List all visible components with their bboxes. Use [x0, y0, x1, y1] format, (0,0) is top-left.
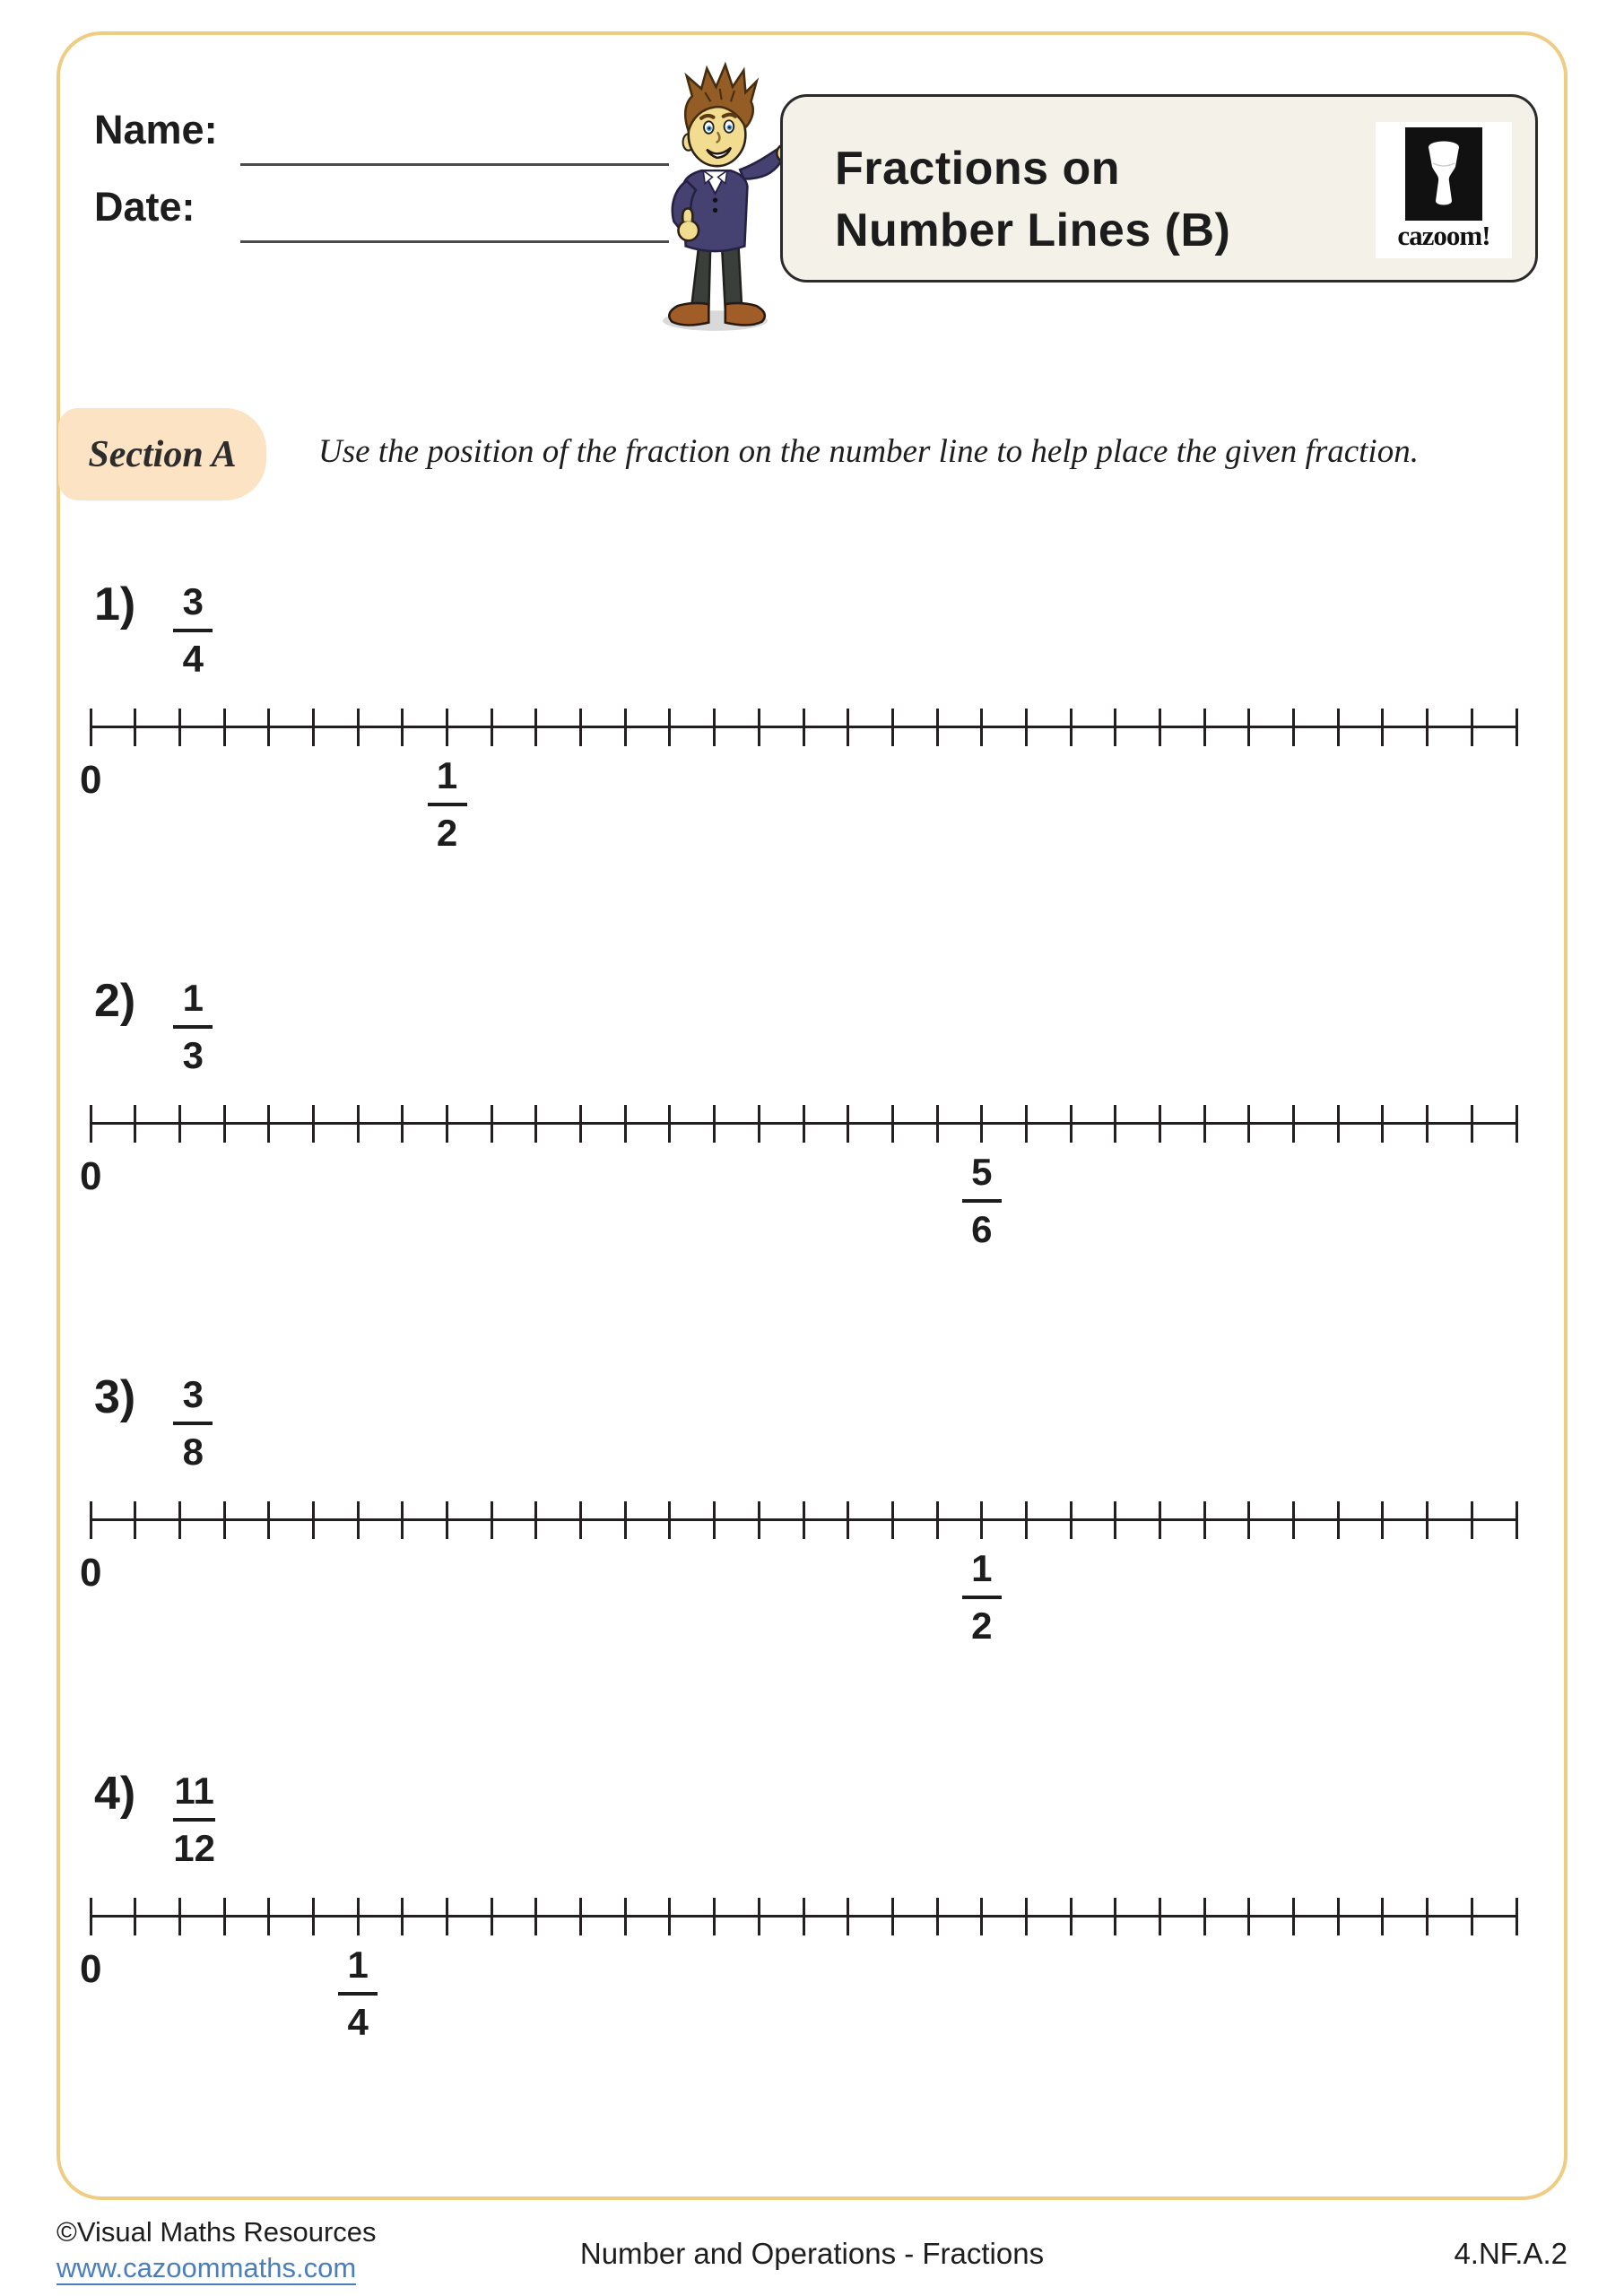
problem-1-header [94, 578, 213, 680]
worksheet-title-line2: Number Lines (B) [835, 204, 1231, 257]
tick-mark [1515, 709, 1518, 746]
tick-mark [267, 1105, 270, 1143]
fraction-bar [173, 1025, 213, 1029]
tick-mark [357, 1105, 360, 1143]
marked-fraction [962, 1153, 1002, 1248]
tick-mark [534, 1501, 537, 1539]
tick-mark [1381, 1898, 1384, 1935]
fraction-numerator: 3 [182, 1373, 204, 1415]
section-a-label: Section A [88, 433, 237, 475]
tick-mark [1471, 1501, 1473, 1539]
date-input-line[interactable] [240, 240, 669, 243]
tick-mark [891, 1898, 894, 1935]
tick-mark [1159, 1898, 1161, 1935]
tick-mark [847, 1501, 849, 1539]
tick-mark [1471, 1898, 1473, 1935]
tick-mark [1203, 1105, 1206, 1143]
number-line-3 [80, 1501, 1516, 1672]
tick-mark [579, 1501, 582, 1539]
tick-mark [891, 1105, 894, 1143]
zero-label: 0 [80, 1551, 102, 1595]
tick-mark [534, 709, 537, 746]
tick-mark [223, 1105, 226, 1143]
tick-mark [803, 1105, 805, 1143]
tick-mark [1426, 1898, 1429, 1935]
tick-mark [1247, 1105, 1250, 1143]
tick-mark [312, 1105, 315, 1143]
fraction-denominator: 4 [347, 2001, 369, 2043]
tick-mark [267, 709, 270, 746]
title-box [780, 94, 1538, 283]
tick-mark [1203, 1898, 1206, 1935]
tick-mark [1515, 1898, 1518, 1935]
tick-mark [1070, 1105, 1073, 1143]
fraction-numerator: 1 [971, 1547, 993, 1589]
tick-mark [178, 1105, 181, 1143]
tick-mark [312, 709, 315, 746]
tick-mark [936, 1105, 939, 1143]
tick-mark [446, 1898, 448, 1935]
fraction-denominator: 2 [436, 812, 458, 854]
tick-mark [223, 709, 226, 746]
tick-mark [90, 709, 92, 746]
given-fraction [173, 1373, 213, 1473]
tick-mark [134, 1105, 136, 1143]
tick-mark [847, 1898, 849, 1935]
tick-mark [1337, 709, 1340, 746]
problem-3-header [94, 1371, 213, 1473]
tick-mark [1247, 709, 1250, 746]
tick-mark [1025, 1105, 1028, 1143]
tick-mark [223, 1501, 226, 1539]
tick-mark [1515, 1105, 1518, 1143]
tick-mark [178, 709, 181, 746]
number-line-4 [80, 1898, 1516, 2068]
tick-mark [1471, 709, 1473, 746]
tick-mark [1292, 1501, 1295, 1539]
cazoom-logo [1376, 122, 1512, 258]
tick-mark [491, 709, 493, 746]
tick-mark [134, 1898, 136, 1935]
tick-mark [357, 1898, 360, 1935]
tick-mark [90, 1898, 92, 1935]
number-line-1 [80, 709, 1516, 879]
tick-mark [1247, 1898, 1250, 1935]
zero-label: 0 [80, 1154, 102, 1198]
tick-mark [803, 1501, 805, 1539]
tick-mark [1114, 1105, 1116, 1143]
tick-mark [178, 1501, 181, 1539]
given-fraction [173, 580, 213, 680]
tick-mark [401, 1898, 404, 1935]
tick-mark [357, 1501, 360, 1539]
tick-mark [758, 709, 760, 746]
fraction-denominator: 3 [182, 1034, 204, 1076]
problem-number: 4) [94, 1768, 136, 1820]
tick-mark [90, 1501, 92, 1539]
fraction-numerator: 3 [182, 580, 204, 622]
tick-mark [446, 1105, 448, 1143]
tick-mark [1292, 1105, 1295, 1143]
marked-fraction [338, 1946, 378, 2041]
tick-mark [446, 1501, 448, 1539]
tick-mark [891, 1501, 894, 1539]
tick-mark [980, 1105, 983, 1143]
tick-mark [1159, 709, 1161, 746]
fraction-numerator: 1 [182, 977, 204, 1019]
tick-mark [847, 1105, 849, 1143]
tick-mark [624, 709, 627, 746]
marked-fraction [962, 1547, 1002, 1647]
tick-mark [267, 1898, 270, 1935]
tick-mark [891, 709, 894, 746]
tick-mark [491, 1105, 493, 1143]
fraction-bar [173, 1422, 213, 1425]
fraction-bar [962, 1199, 1002, 1203]
fraction-numerator: 11 [174, 1770, 214, 1812]
marked-fraction [428, 754, 467, 854]
tick-mark [668, 709, 671, 746]
tick-mark [1381, 1501, 1384, 1539]
tick-mark [1247, 1501, 1250, 1539]
tick-mark [980, 1898, 983, 1935]
fraction-bar [428, 803, 467, 806]
tick-mark [758, 1898, 760, 1935]
standard-code: 4.NF.A.2 [1454, 2237, 1568, 2270]
tick-mark [668, 1898, 671, 1935]
date-label: Date: [94, 184, 195, 230]
tick-mark [936, 1501, 939, 1539]
tick-mark [1203, 709, 1206, 746]
cazoom-logo-text: cazoom! [1397, 220, 1490, 251]
copyright-text: ©Visual Maths Resources [56, 2216, 377, 2248]
tick-mark [803, 1898, 805, 1935]
number-line-track[interactable] [91, 1501, 1516, 1539]
tick-mark [534, 1105, 537, 1143]
tick-mark [1292, 709, 1295, 746]
tick-mark [624, 1501, 627, 1539]
tick-mark [1337, 1105, 1340, 1143]
given-fraction [173, 1772, 215, 1867]
tick-mark [1070, 1898, 1073, 1935]
tick-mark [223, 1898, 226, 1935]
tick-mark [134, 709, 136, 746]
tick-mark [357, 709, 360, 746]
tick-mark [713, 1898, 716, 1935]
fraction-denominator: 8 [182, 1431, 204, 1473]
tick-mark [1159, 1501, 1161, 1539]
footer-category: Number and Operations - Fractions [579, 2237, 1045, 2270]
problem-number: 1) [94, 578, 136, 631]
tick-mark [312, 1501, 315, 1539]
tick-mark [401, 709, 404, 746]
tick-mark [579, 1105, 582, 1143]
tick-mark [1070, 1501, 1073, 1539]
tick-mark [668, 1501, 671, 1539]
number-line-2 [80, 1105, 1516, 1275]
tick-mark [713, 1501, 716, 1539]
tick-mark [1426, 709, 1429, 746]
name-label: Name: [94, 107, 218, 152]
tick-mark [579, 1898, 582, 1935]
tick-mark [579, 709, 582, 746]
problem-4-header [94, 1770, 215, 1867]
fraction-numerator: 5 [971, 1151, 993, 1193]
tick-mark [534, 1898, 537, 1935]
fraction-bar [173, 1818, 215, 1822]
section-a-badge [58, 408, 266, 500]
problem-number: 3) [94, 1371, 136, 1423]
tick-mark [624, 1898, 627, 1935]
tick-mark [758, 1501, 760, 1539]
tick-mark [1381, 709, 1384, 746]
tick-mark [178, 1898, 181, 1935]
fraction-bar [338, 1992, 378, 1996]
tick-mark [713, 709, 716, 746]
tick-mark [90, 1105, 92, 1143]
tick-mark [1337, 1898, 1340, 1935]
tick-mark [758, 1105, 760, 1143]
section-a-instruction: Use the position of the fraction on the number line to help place the given fraction. [318, 433, 1419, 470]
tick-mark [1025, 1898, 1028, 1935]
fraction-denominator: 4 [182, 638, 204, 680]
fraction-bar [173, 629, 213, 632]
tick-mark [980, 709, 983, 746]
tick-mark [624, 1105, 627, 1143]
tick-mark [1381, 1105, 1384, 1143]
fraction-denominator: 12 [173, 1827, 215, 1869]
name-input-line[interactable] [240, 163, 669, 166]
zero-label: 0 [80, 1947, 102, 1991]
fraction-denominator: 6 [971, 1208, 993, 1250]
tick-mark [267, 1501, 270, 1539]
tick-mark [980, 1501, 983, 1539]
cazoom-drum-icon [1405, 127, 1482, 221]
tick-mark [1114, 709, 1116, 746]
tick-mark [1025, 1501, 1028, 1539]
tick-mark [1025, 709, 1028, 746]
zero-label: 0 [80, 758, 102, 802]
tick-mark [491, 1501, 493, 1539]
tick-mark [936, 1898, 939, 1935]
tick-mark [312, 1898, 315, 1935]
number-line-track[interactable] [91, 1898, 1516, 1935]
tick-mark [1426, 1105, 1429, 1143]
tick-mark [401, 1105, 404, 1143]
tick-mark [936, 709, 939, 746]
cartoon-boy-illustration [628, 56, 803, 335]
tick-mark [1159, 1105, 1161, 1143]
fraction-bar [962, 1596, 1002, 1599]
tick-mark [1070, 709, 1073, 746]
tick-mark [1203, 1501, 1206, 1539]
tick-mark [668, 1105, 671, 1143]
given-fraction [173, 979, 213, 1074]
tick-mark [847, 709, 849, 746]
worksheet-title-line1: Fractions on [835, 143, 1121, 195]
number-line-track[interactable] [91, 709, 1516, 746]
problem-number: 2) [94, 975, 136, 1027]
tick-mark [803, 709, 805, 746]
tick-mark [1337, 1501, 1340, 1539]
tick-mark [1292, 1898, 1295, 1935]
website-link[interactable]: www.cazoommaths.com [56, 2252, 356, 2286]
tick-mark [1515, 1501, 1518, 1539]
number-line-track[interactable] [91, 1105, 1516, 1143]
fraction-denominator: 2 [971, 1605, 993, 1647]
tick-mark [1426, 1501, 1429, 1539]
problem-2-header [94, 975, 213, 1076]
fraction-numerator: 1 [347, 1944, 369, 1986]
tick-mark [134, 1501, 136, 1539]
fraction-numerator: 1 [436, 754, 458, 796]
tick-mark [1114, 1501, 1116, 1539]
worksheet-title [835, 138, 1230, 261]
tick-mark [1471, 1105, 1473, 1143]
tick-mark [1114, 1898, 1116, 1935]
tick-mark [713, 1105, 716, 1143]
tick-mark [491, 1898, 493, 1935]
tick-mark [401, 1501, 404, 1539]
tick-mark [446, 709, 448, 746]
